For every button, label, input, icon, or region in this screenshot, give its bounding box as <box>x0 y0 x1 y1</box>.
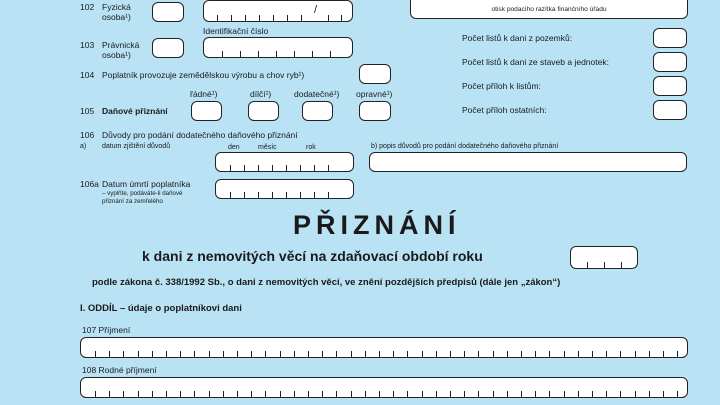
dilci-checkbox[interactable] <box>248 101 279 121</box>
character-cell-tick <box>209 391 210 397</box>
den-label: den <box>228 144 240 151</box>
character-cell-tick <box>138 391 139 397</box>
character-cell-tick <box>549 391 550 397</box>
character-cell-tick <box>280 351 281 357</box>
character-cell-tick <box>592 351 593 357</box>
row-105-number: 105 <box>80 106 95 116</box>
rodne-prijmeni-field[interactable] <box>80 377 688 398</box>
character-cell-tick <box>436 351 437 357</box>
character-cell-tick <box>379 391 380 397</box>
identifikacni-cislo-field[interactable] <box>203 37 353 58</box>
character-cell-tick <box>308 391 309 397</box>
row-106-label: Důvody pro podání dodatečného daňového přiznání <box>102 130 298 140</box>
rodne-prijmeni-ticks <box>81 391 687 397</box>
dilci-label: dílčí¹) <box>250 89 272 99</box>
identifikacni-cislo-label: Identifikační číslo <box>203 26 269 36</box>
row-106-a-marker: a) <box>80 143 87 150</box>
rodne-cislo-ticks <box>204 15 352 21</box>
prijmeni-field[interactable] <box>80 337 688 358</box>
character-cell-tick <box>365 351 366 357</box>
pravnicka-osoba-checkbox[interactable] <box>152 38 184 58</box>
character-cell-tick <box>265 391 266 397</box>
character-cell-tick <box>109 351 110 357</box>
character-cell-tick <box>407 351 408 357</box>
rodne-cislo-slash: / <box>314 4 318 16</box>
character-cell-tick <box>578 351 579 357</box>
character-cell-tick <box>180 391 181 397</box>
character-cell-tick <box>95 351 96 357</box>
zdanovaci-obdobi-ticks <box>571 262 637 268</box>
character-cell-tick <box>251 351 252 357</box>
pocet-priloh-listy-label: Počet příloh k listům: <box>462 81 541 91</box>
character-cell-tick <box>578 391 579 397</box>
character-cell-tick <box>535 391 536 397</box>
character-cell-tick <box>379 351 380 357</box>
character-cell-tick <box>152 351 153 357</box>
character-cell-tick <box>464 351 465 357</box>
datum-zjisteni-ticks <box>216 165 353 171</box>
law-reference: podle zákona č. 338/1992 Sb., o dani z nemovitých věcí, ve znění pozdějších předpisů (dále jen „zákon“) <box>92 277 561 288</box>
mesic-label: měsíc <box>258 144 277 151</box>
character-cell-tick <box>407 391 408 397</box>
character-cell-tick <box>336 391 337 397</box>
identifikacni-cislo-ticks <box>204 51 352 57</box>
character-cell-tick <box>237 351 238 357</box>
dodatecne-label: dodatečné¹) <box>294 89 340 99</box>
character-cell-tick <box>209 351 210 357</box>
datum-zjisteni-field[interactable] <box>215 152 354 172</box>
zemedelska-vyroba-checkbox[interactable] <box>359 64 391 84</box>
radne-label: řádné¹) <box>190 89 218 99</box>
rok-label: rok <box>306 144 316 151</box>
row-103-label-line1: Právnická <box>102 40 140 50</box>
character-cell-tick <box>194 391 195 397</box>
prijmeni-ticks <box>81 351 687 357</box>
pocet-priloh-ostatnich-label: Počet příloh ostatních: <box>462 105 547 115</box>
character-cell-tick <box>649 391 650 397</box>
character-cell-tick <box>294 391 295 397</box>
character-cell-tick <box>251 391 252 397</box>
row-102-label-line1: Fyzická <box>102 2 131 12</box>
character-cell-tick <box>478 391 479 397</box>
character-cell-tick <box>123 391 124 397</box>
section-1-heading: I. ODDÍL – údaje o poplatníkovi dani <box>80 303 242 314</box>
character-cell-tick <box>109 391 110 397</box>
character-cell-tick <box>507 391 508 397</box>
character-cell-tick <box>478 351 479 357</box>
character-cell-tick <box>507 351 508 357</box>
row-102-number: 102 <box>80 2 95 12</box>
row-106-number: 106 <box>80 130 95 140</box>
character-cell-tick <box>152 391 153 397</box>
row-106a-label: Datum úmrtí poplatníka <box>102 179 191 189</box>
character-cell-tick <box>280 391 281 397</box>
character-cell-tick <box>592 391 593 397</box>
row-106a-note-line1: – vyplňte, podáváte-li daňové <box>102 190 183 197</box>
character-cell-tick <box>322 391 323 397</box>
row-106a-number: 106a <box>80 179 99 189</box>
pocet-listu-pozemky-label: Počet listů k dani z pozemků: <box>462 33 573 43</box>
character-cell-tick <box>237 391 238 397</box>
character-cell-tick <box>166 351 167 357</box>
character-cell-tick <box>436 391 437 397</box>
form-title: PŘIZNÁNÍ <box>293 210 461 240</box>
pocet-priloh-listy-field[interactable] <box>653 76 687 96</box>
character-cell-tick <box>450 351 451 357</box>
dodatecne-checkbox[interactable] <box>302 101 333 121</box>
character-cell-tick <box>351 391 352 397</box>
character-cell-tick <box>393 351 394 357</box>
character-cell-tick <box>265 351 266 357</box>
character-cell-tick <box>464 391 465 397</box>
opravne-checkbox[interactable] <box>359 101 391 121</box>
stamp-box <box>410 0 688 19</box>
row-106-b-label: b) popis důvodů pro podání dodatečného daňového přiznání <box>371 143 559 150</box>
pocet-listu-pozemky-field[interactable] <box>653 28 687 48</box>
row-103-label-line2: osoba¹) <box>102 50 131 60</box>
row-106-a-label: datum zjištění důvodů <box>102 143 171 150</box>
zdanovaci-obdobi-field[interactable] <box>570 246 638 269</box>
rodne-cislo-field[interactable] <box>203 0 353 22</box>
character-cell-tick <box>549 351 550 357</box>
character-cell-tick <box>606 391 607 397</box>
character-cell-tick <box>308 351 309 357</box>
character-cell-tick <box>635 391 636 397</box>
character-cell-tick <box>535 351 536 357</box>
character-cell-tick <box>677 351 678 357</box>
pocet-priloh-ostatnich-field[interactable] <box>653 100 687 120</box>
character-cell-tick <box>620 351 621 357</box>
character-cell-tick <box>450 391 451 397</box>
character-cell-tick <box>635 351 636 357</box>
character-cell-tick <box>336 351 337 357</box>
fyzicka-osoba-checkbox[interactable] <box>152 2 184 22</box>
row-104-label: Poplatník provozuje zemědělskou výrobu a chov ryb¹) <box>102 70 305 80</box>
row-108-label: 108 Rodné příjmení <box>82 365 157 375</box>
character-cell-tick <box>180 351 181 357</box>
character-cell-tick <box>564 391 565 397</box>
row-107-label: 107 Příjmení <box>82 325 131 335</box>
character-cell-tick <box>365 391 366 397</box>
character-cell-tick <box>123 351 124 357</box>
character-cell-tick <box>564 351 565 357</box>
character-cell-tick <box>521 351 522 357</box>
radne-checkbox[interactable] <box>191 101 222 121</box>
character-cell-tick <box>166 391 167 397</box>
character-cell-tick <box>194 351 195 357</box>
character-cell-tick <box>493 351 494 357</box>
character-cell-tick <box>138 351 139 357</box>
row-106a-note-line2: přiznání za zemřelého <box>102 198 163 205</box>
character-cell-tick <box>493 391 494 397</box>
pocet-listu-stavby-field[interactable] <box>653 52 687 72</box>
character-cell-tick <box>223 351 224 357</box>
character-cell-tick <box>422 351 423 357</box>
row-104-number: 104 <box>80 70 95 80</box>
character-cell-tick <box>223 391 224 397</box>
character-cell-tick <box>294 351 295 357</box>
character-cell-tick <box>620 391 621 397</box>
stamp-label: otisk podacího razítka finančního úřadu <box>491 6 607 13</box>
row-102-label-line2: osoba¹) <box>102 12 131 22</box>
row-105-label: Daňové přiznání <box>102 106 168 116</box>
character-cell-tick <box>663 351 664 357</box>
row-103-number: 103 <box>80 40 95 50</box>
character-cell-tick <box>521 391 522 397</box>
character-cell-tick <box>663 391 664 397</box>
character-cell-tick <box>322 351 323 357</box>
character-cell-tick <box>393 391 394 397</box>
character-cell-tick <box>422 391 423 397</box>
character-cell-tick <box>649 351 650 357</box>
character-cell-tick <box>606 351 607 357</box>
datum-umrti-ticks <box>216 192 353 198</box>
pocet-listu-stavby-label: Počet listů k dani ze staveb a jednotek: <box>462 57 609 67</box>
character-cell-tick <box>677 391 678 397</box>
opravne-label: opravné¹) <box>356 89 393 99</box>
datum-umrti-field[interactable] <box>215 179 354 199</box>
popis-duvodu-field[interactable] <box>369 152 687 172</box>
form-subtitle: k dani z nemovitých věcí na zdaňovací období roku <box>142 248 483 264</box>
character-cell-tick <box>351 351 352 357</box>
character-cell-tick <box>95 391 96 397</box>
